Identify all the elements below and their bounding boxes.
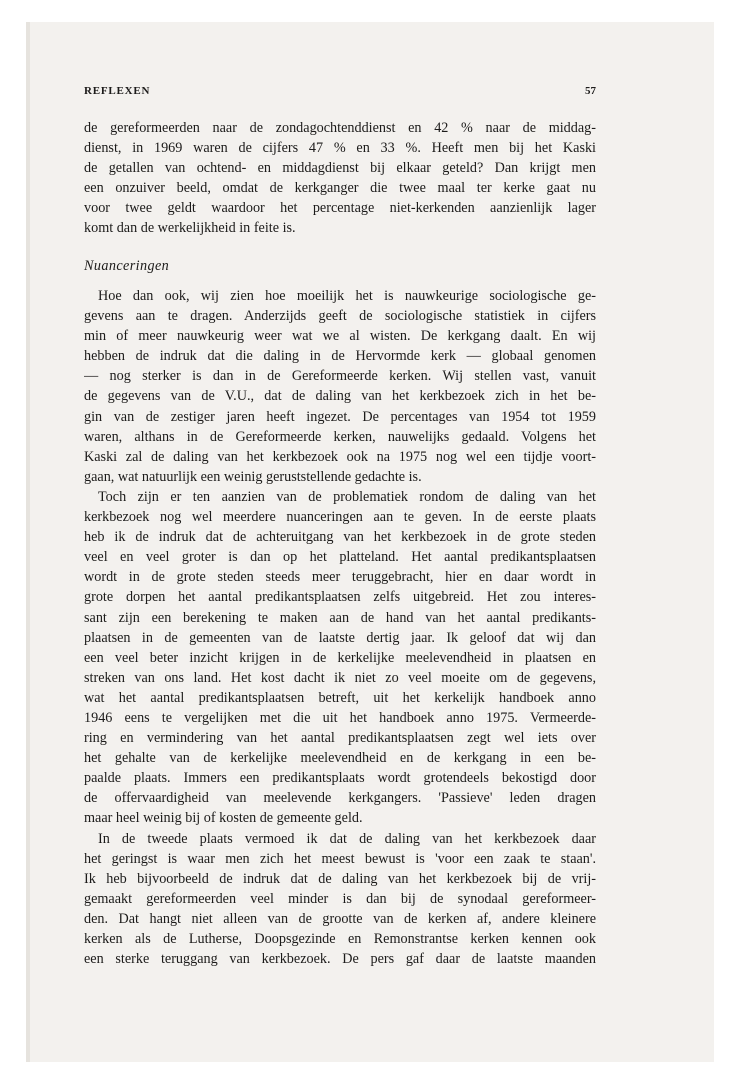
- text-line: dienst, in 1969 waren de cijfers 47 % en 33 %. Heeft men bij het Kaski: [84, 140, 596, 157]
- page-spine-shadow: [26, 22, 30, 1062]
- section-body: [84, 286, 596, 969]
- text-line: het geringst is waar men zich het meest bewust is 'voor een zaak te staan'.: [84, 850, 596, 867]
- running-head: REFLEXEN: [84, 85, 151, 97]
- text-line: de getallen van ochtend- en middagdienst bij elkaar geteld? Dan krijgt men: [84, 160, 596, 177]
- text-line: kerken als de Lutherse, Doopsgezinde en Remonstrantse kerken kennen ook: [84, 931, 596, 947]
- text-line: Toch zijn er ten aanzien van de problematiek rondom de daling van het: [98, 488, 596, 505]
- text-line: sant zijn een berekening te maken aan de hand van het aantal predikants-: [84, 609, 596, 626]
- text-line: ring en vermindering van het aantal predikantsplaatsen zegt wel iets over: [84, 730, 596, 747]
- text-line: hebben de indruk dat die daling in de Hervormde kerk — globaal genomen: [84, 348, 596, 365]
- text-line: paalde plaats. Immers een predikantsplaats wordt grotendeels bekostigd door: [84, 770, 596, 787]
- text-line: In de tweede plaats vermoed ik dat de daling van het kerkbezoek daar: [98, 830, 596, 847]
- text-line: — nog sterker is dan in de Gereformeerde kerken. Wij stellen vast, vanuit: [84, 368, 596, 385]
- text-line: gaan, wat natuurlijk een weinig geruststellende gedachte is.: [84, 468, 422, 485]
- text-line: waren, althans in de Gereformeerde kerken, nauwelijks gedaald. Volgens het: [84, 428, 596, 445]
- text-line: een onzuiver beeld, omdat de kerkganger die twee maal ter kerke gaat nu: [84, 180, 596, 197]
- text-line: komt dan de werkelijkheid in feite is.: [84, 220, 296, 237]
- text-line: een sterke teruggang van kerkbezoek. De pers gaf daar de laatste maanden: [84, 951, 596, 968]
- text-line: voor twee geldt waardoor het percentage niet-kerkenden aanzienlijk lager: [84, 200, 596, 217]
- text-line: de offervaardigheid van meelevende kerkgangers. 'Passieve' leden dragen: [84, 790, 596, 807]
- text-line: grote dorpen het aantal predikantsplaatsen zelfs uitgebreid. Het zou interes-: [84, 589, 596, 606]
- text-line: kerkbezoek nog wel meerdere nuanceringen aan te geven. In de eerste plaats: [84, 509, 596, 526]
- page-header: [84, 85, 596, 101]
- text-line: de gereformeerden naar de zondagochtenddienst en 42 % naar de middag-: [84, 120, 596, 136]
- text-line: min of meer nauwkeurig weer wat we al wisten. De kerkgang daalt. En wij: [84, 328, 596, 345]
- text-line: wat het aantal predikantsplaatsen betreft, uit het kerkelijk handboek anno: [84, 689, 596, 706]
- text-line: Hoe dan ook, wij zien hoe moeilijk het is nauwkeurige sociologische ge-: [98, 288, 596, 304]
- text-line: 1946 eens te vergelijken met die uit het handboek anno 1975. Vermeerde-: [84, 709, 596, 726]
- text-line: gin van de zestiger jaren heeft ingezet. De percentages van 1954 tot 1959: [84, 408, 596, 425]
- text-line: gevens aan te dragen. Anderzijds geeft de sociologische statistiek in cijfers: [84, 308, 596, 325]
- text-line: Ik heb bijvoorbeeld de indruk dat de daling van het kerkbezoek bij de vrij-: [84, 870, 596, 887]
- text-line: den. Dat hangt niet alleen van de grootte van de kerken af, andere kleinere: [84, 910, 596, 927]
- text-line: een veel beter inzicht krijgen in de kerkelijke meelevendheid in plaatsen en: [84, 649, 596, 666]
- text-line: maar heel weinig bij of kosten de gemeente geld.: [84, 810, 363, 827]
- text-line: gemaakt gereformeerden veel minder is dan bij de synodaal gereformeer-: [84, 890, 596, 907]
- text-line: streken van ons land. Het kost dacht ik niet zo veel moeite om de gegevens,: [84, 669, 596, 686]
- paragraph-intro: [84, 118, 596, 239]
- text-line: veel en veel groter is dan op het platteland. Het aantal predikantsplaatsen: [84, 549, 596, 566]
- text-line: plaatsen in de gemeenten van de laatste dertig jaar. Ik geloof dat wij dan: [84, 629, 596, 646]
- text-line: de gegevens van de V.U., dat de daling van het kerkbezoek zich in het be-: [84, 388, 596, 405]
- section-heading: Nuanceringen: [84, 258, 170, 274]
- text-line: het gehalte van de kerkelijke meelevendheid en de kerkgang in een be-: [84, 750, 596, 767]
- page-number: 57: [585, 85, 596, 97]
- text-line: wordt in de grote steden steeds meer teruggebracht, hier en daar wordt in: [84, 569, 596, 586]
- text-line: heb ik de indruk dat de achteruitgang van het kerkbezoek in de grote steden: [84, 529, 596, 546]
- text-line: Kaski zal de daling van het kerkbezoek ook na 1975 nog wel een tijdje voort-: [84, 448, 596, 465]
